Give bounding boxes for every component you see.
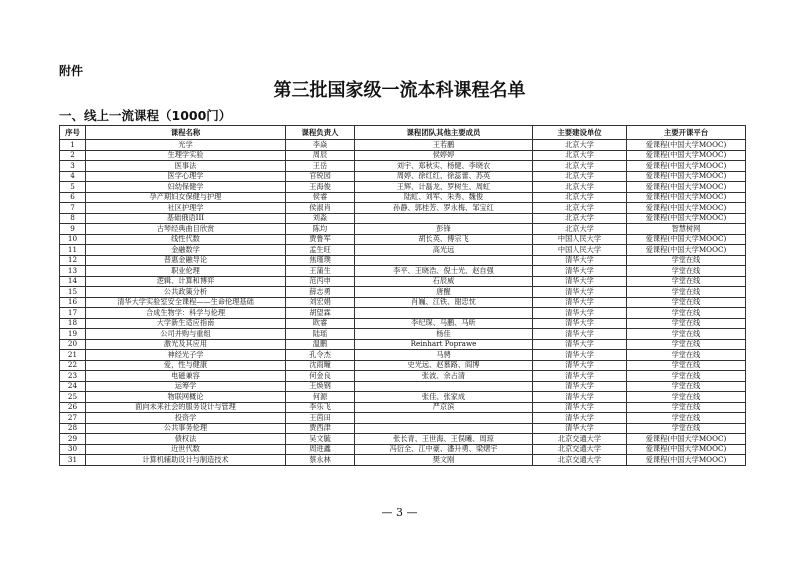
table-header-row xyxy=(60,126,746,140)
cell-seq: 29 xyxy=(60,434,86,445)
cell-team: Reinhart Poprawe xyxy=(355,339,533,350)
cell-unit: 北京交通大学 xyxy=(533,444,627,455)
cell-lead: 孟生旺 xyxy=(286,245,355,256)
cell-seq: 24 xyxy=(60,381,86,392)
cell-unit: 清华大学 xyxy=(533,402,627,413)
cell-seq: 21 xyxy=(60,350,86,361)
cell-seq: 6 xyxy=(60,192,86,203)
cell-unit: 北京交通大学 xyxy=(533,434,627,445)
cell-lead: 王岳 xyxy=(286,161,355,172)
cell-course-name: 运筹学 xyxy=(86,381,286,392)
header-platform: 主要开课平台 xyxy=(627,126,746,140)
cell-team: 冯衍全、江中豪、潘升勇、梁熠宇 xyxy=(355,444,533,455)
cell-team: 肖巍、江铁、谢忠忱 xyxy=(355,297,533,308)
cell-platform: 学堂在线 xyxy=(627,266,746,277)
table-row xyxy=(60,213,746,224)
cell-unit: 清华大学 xyxy=(533,329,627,340)
cell-course-name: 公共事务伦理 xyxy=(86,423,286,434)
table-row xyxy=(60,423,746,434)
table-row xyxy=(60,203,746,214)
table-row xyxy=(60,455,746,466)
cell-seq: 26 xyxy=(60,402,86,413)
cell-lead: 欧睿 xyxy=(286,318,355,329)
cell-team: 高光远 xyxy=(355,245,533,256)
cell-team xyxy=(355,213,533,224)
cell-platform: 学堂在线 xyxy=(627,360,746,371)
cell-team: 侯婷婷 xyxy=(355,150,533,161)
cell-seq: 27 xyxy=(60,413,86,424)
cell-seq: 13 xyxy=(60,266,86,277)
cell-platform: 爱课程(中国大学MOOC) xyxy=(627,192,746,203)
table-row xyxy=(60,329,746,340)
cell-platform: 爱课程(中国大学MOOC) xyxy=(627,150,746,161)
cell-lead: 陆瑶 xyxy=(286,329,355,340)
cell-team: 唐醒 xyxy=(355,287,533,298)
cell-seq: 20 xyxy=(60,339,86,350)
cell-unit: 北京大学 xyxy=(533,140,627,151)
table-row xyxy=(60,297,746,308)
cell-team: 杨佳 xyxy=(355,329,533,340)
cell-course-name: 医学心理学 xyxy=(86,171,286,182)
cell-lead: 薛志勇 xyxy=(286,287,355,298)
cell-seq: 17 xyxy=(60,308,86,319)
cell-team: 张佳、张家成 xyxy=(355,392,533,403)
cell-course-name: 神经光子学 xyxy=(86,350,286,361)
cell-lead: 何源 xyxy=(286,392,355,403)
cell-lead: 周辰 xyxy=(286,150,355,161)
cell-unit: 清华大学 xyxy=(533,287,627,298)
cell-lead: 侯睿 xyxy=(286,192,355,203)
cell-team: 严京滨 xyxy=(355,402,533,413)
cell-lead: 王茵田 xyxy=(286,413,355,424)
cell-seq: 14 xyxy=(60,276,86,287)
attachment-label: 附件 xyxy=(59,64,84,78)
cell-platform: 爱课程(中国大学MOOC) xyxy=(627,245,746,256)
table-row xyxy=(60,434,746,445)
cell-team: 樊文刚 xyxy=(355,455,533,466)
cell-unit: 清华大学 xyxy=(533,318,627,329)
cell-course-name: 医事法 xyxy=(86,161,286,172)
cell-seq: 22 xyxy=(60,360,86,371)
cell-unit: 清华大学 xyxy=(533,297,627,308)
table-row xyxy=(60,276,746,287)
cell-course-name: 爱，性与健康 xyxy=(86,360,286,371)
cell-course-name: 公共政策分析 xyxy=(86,287,286,298)
table-row xyxy=(60,350,746,361)
header-lead: 课程负责人 xyxy=(286,126,355,140)
cell-seq: 3 xyxy=(60,161,86,172)
cell-lead: 陈均 xyxy=(286,224,355,235)
cell-platform: 爱课程(中国大学MOOC) xyxy=(627,234,746,245)
cell-team: 王若鹏 xyxy=(355,140,533,151)
table-row xyxy=(60,255,746,266)
cell-lead: 王焕钢 xyxy=(286,381,355,392)
cell-course-name: 金融数学 xyxy=(86,245,286,256)
cell-course-name: 孕产期妇女保健与护理 xyxy=(86,192,286,203)
cell-seq: 18 xyxy=(60,318,86,329)
cell-unit: 清华大学 xyxy=(533,371,627,382)
table-row xyxy=(60,245,746,256)
cell-lead: 官锐园 xyxy=(286,171,355,182)
cell-lead: 贾鲁军 xyxy=(286,234,355,245)
cell-unit: 中国人民大学 xyxy=(533,245,627,256)
cell-platform: 爱课程(中国大学MOOC) xyxy=(627,213,746,224)
cell-team xyxy=(355,413,533,424)
cell-platform: 学堂在线 xyxy=(627,339,746,350)
table-row xyxy=(60,413,746,424)
cell-platform: 学堂在线 xyxy=(627,371,746,382)
table-row xyxy=(60,161,746,172)
cell-course-name: 职业伦理 xyxy=(86,266,286,277)
table-row xyxy=(60,402,746,413)
cell-seq: 15 xyxy=(60,287,86,298)
cell-course-name: 计算机辅助设计与制造技术 xyxy=(86,455,286,466)
cell-unit: 北京大学 xyxy=(533,203,627,214)
cell-seq: 4 xyxy=(60,171,86,182)
cell-platform: 学堂在线 xyxy=(627,392,746,403)
cell-seq: 7 xyxy=(60,203,86,214)
cell-seq: 5 xyxy=(60,182,86,193)
document-title: 第三批国家级一流本科课程名单 xyxy=(273,80,526,101)
cell-lead: 胡望霖 xyxy=(286,308,355,319)
page-number: — 3 — xyxy=(381,506,418,519)
cell-seq: 1 xyxy=(60,140,86,151)
cell-team xyxy=(355,255,533,266)
cell-course-name: 激光及其应用 xyxy=(86,339,286,350)
table-row xyxy=(60,339,746,350)
cell-team: 刘宇、郑秋实、杨健、李晓农 xyxy=(355,161,533,172)
header-course-name: 课程名称 xyxy=(86,126,286,140)
cell-platform: 学堂在线 xyxy=(627,297,746,308)
cell-unit: 清华大学 xyxy=(533,360,627,371)
cell-platform: 学堂在线 xyxy=(627,423,746,434)
cell-course-name: 生理学实验 xyxy=(86,150,286,161)
cell-team: 李纪琛、马鹏、马昕 xyxy=(355,318,533,329)
cell-course-name: 基础俄语III xyxy=(86,213,286,224)
cell-course-name: 债权法 xyxy=(86,434,286,445)
table-row xyxy=(60,224,746,235)
cell-team: 周婷、徐红红、徐蕊蕾、苏英 xyxy=(355,171,533,182)
cell-lead: 范丙申 xyxy=(286,276,355,287)
cell-course-name: 清华大学实验室安全课程——生命伦理基础 xyxy=(86,297,286,308)
cell-team: 石辰威 xyxy=(355,276,533,287)
cell-seq: 2 xyxy=(60,150,86,161)
cell-platform: 爱课程(中国大学MOOC) xyxy=(627,455,746,466)
header-unit: 主要建设单位 xyxy=(533,126,627,140)
table-row xyxy=(60,192,746,203)
cell-platform: 爱课程(中国大学MOOC) xyxy=(627,161,746,172)
table-row xyxy=(60,266,746,277)
cell-unit: 清华大学 xyxy=(533,350,627,361)
cell-unit: 清华大学 xyxy=(533,423,627,434)
cell-platform: 爱课程(中国大学MOOC) xyxy=(627,444,746,455)
cell-lead: 刘宏娟 xyxy=(286,297,355,308)
table-row xyxy=(60,381,746,392)
cell-course-name: 大学新生适应指南 xyxy=(86,318,286,329)
cell-seq: 11 xyxy=(60,245,86,256)
cell-unit: 北京大学 xyxy=(533,150,627,161)
cell-course-name: 物联网概论 xyxy=(86,392,286,403)
cell-course-name: 古琴经典曲目欣赏 xyxy=(86,224,286,235)
cell-seq: 28 xyxy=(60,423,86,434)
cell-unit: 清华大学 xyxy=(533,276,627,287)
cell-seq: 30 xyxy=(60,444,86,455)
cell-team xyxy=(355,423,533,434)
table-row xyxy=(60,308,746,319)
cell-seq: 16 xyxy=(60,297,86,308)
cell-seq: 19 xyxy=(60,329,86,340)
section-heading: 一、线上一流课程（1000门） xyxy=(59,108,232,123)
table-row xyxy=(60,182,746,193)
cell-course-name: 社区护理学 xyxy=(86,203,286,214)
cell-lead: 周进鑫 xyxy=(286,444,355,455)
table-row xyxy=(60,171,746,182)
cell-lead: 王海俊 xyxy=(286,182,355,193)
cell-platform: 学堂在线 xyxy=(627,276,746,287)
cell-lead: 焦瑾璞 xyxy=(286,255,355,266)
course-table xyxy=(59,125,746,466)
table-row xyxy=(60,287,746,298)
cell-unit: 清华大学 xyxy=(533,381,627,392)
cell-platform: 学堂在线 xyxy=(627,350,746,361)
cell-team: 张长青、王世海、王俣曦、周琼 xyxy=(355,434,533,445)
cell-platform: 学堂在线 xyxy=(627,287,746,298)
cell-team: 陆虹、刘军、朱秀、魏俊 xyxy=(355,192,533,203)
cell-lead: 刘淼 xyxy=(286,213,355,224)
cell-team: 马骋 xyxy=(355,350,533,361)
cell-team xyxy=(355,381,533,392)
cell-seq: 9 xyxy=(60,224,86,235)
cell-course-name: 投资学 xyxy=(86,413,286,424)
cell-unit: 北京大学 xyxy=(533,182,627,193)
cell-unit: 中国人民大学 xyxy=(533,234,627,245)
cell-lead: 孔令杰 xyxy=(286,350,355,361)
cell-course-name: 光学 xyxy=(86,140,286,151)
cell-seq: 12 xyxy=(60,255,86,266)
header-team: 课程团队其他主要成员 xyxy=(355,126,533,140)
cell-course-name: 近世代数 xyxy=(86,444,286,455)
cell-unit: 清华大学 xyxy=(533,339,627,350)
cell-seq: 10 xyxy=(60,234,86,245)
cell-platform: 学堂在线 xyxy=(627,381,746,392)
cell-platform: 爱课程(中国大学MOOC) xyxy=(627,140,746,151)
cell-unit: 北京交通大学 xyxy=(533,455,627,466)
cell-lead: 何金良 xyxy=(286,371,355,382)
cell-course-name: 妇幼保健学 xyxy=(86,182,286,193)
cell-unit: 清华大学 xyxy=(533,413,627,424)
cell-team: 张波、余占清 xyxy=(355,371,533,382)
cell-lead: 温鹏 xyxy=(286,339,355,350)
header-seq: 序号 xyxy=(60,126,86,140)
cell-seq: 25 xyxy=(60,392,86,403)
cell-unit: 北京大学 xyxy=(533,213,627,224)
cell-team: 彭锋 xyxy=(355,224,533,235)
table-row xyxy=(60,392,746,403)
cell-platform: 学堂在线 xyxy=(627,329,746,340)
table-row xyxy=(60,318,746,329)
table-row xyxy=(60,140,746,151)
table-row xyxy=(60,150,746,161)
cell-lead: 李乐飞 xyxy=(286,402,355,413)
cell-platform: 学堂在线 xyxy=(627,413,746,424)
table-row xyxy=(60,234,746,245)
cell-course-name: 逻辑、计算和博弈 xyxy=(86,276,286,287)
table-row xyxy=(60,444,746,455)
cell-unit: 北京大学 xyxy=(533,171,627,182)
cell-unit: 北京大学 xyxy=(533,224,627,235)
table-body xyxy=(60,140,746,466)
cell-lead: 沈雨疃 xyxy=(286,360,355,371)
cell-unit: 清华大学 xyxy=(533,255,627,266)
cell-platform: 爱课程(中国大学MOOC) xyxy=(627,171,746,182)
cell-unit: 北京大学 xyxy=(533,192,627,203)
cell-lead: 吴文毓 xyxy=(286,434,355,445)
cell-course-name: 线性代数 xyxy=(86,234,286,245)
cell-course-name: 普惠金融导论 xyxy=(86,255,286,266)
cell-team: 李平、王晓浩、倪士光、赵自强 xyxy=(355,266,533,277)
cell-platform: 爱课程(中国大学MOOC) xyxy=(627,182,746,193)
cell-course-name: 合成生物学：科学与伦理 xyxy=(86,308,286,319)
cell-platform: 学堂在线 xyxy=(627,255,746,266)
cell-unit: 北京大学 xyxy=(533,161,627,172)
cell-seq: 8 xyxy=(60,213,86,224)
cell-team xyxy=(355,308,533,319)
cell-platform: 爱课程(中国大学MOOC) xyxy=(627,434,746,445)
cell-platform: 智慧树网 xyxy=(627,224,746,235)
cell-platform: 爱课程(中国大学MOOC) xyxy=(627,203,746,214)
cell-platform: 学堂在线 xyxy=(627,402,746,413)
cell-lead: 贾西津 xyxy=(286,423,355,434)
cell-course-name: 面向未来社会的服务设计与管理 xyxy=(86,402,286,413)
cell-unit: 清华大学 xyxy=(533,308,627,319)
cell-lead: 王蒲生 xyxy=(286,266,355,277)
cell-unit: 清华大学 xyxy=(533,266,627,277)
cell-course-name: 电磁兼容 xyxy=(86,371,286,382)
cell-lead: 李焱 xyxy=(286,140,355,151)
cell-platform: 学堂在线 xyxy=(627,308,746,319)
cell-lead: 侯淑肖 xyxy=(286,203,355,214)
cell-seq: 31 xyxy=(60,455,86,466)
cell-seq: 23 xyxy=(60,371,86,382)
table-row xyxy=(60,360,746,371)
cell-team: 孙静、郭桂芳、罗永梅、邹宝红 xyxy=(355,203,533,214)
cell-lead: 蔡永林 xyxy=(286,455,355,466)
cell-course-name: 公司并购与重组 xyxy=(86,329,286,340)
cell-team: 胡长英、傅宗飞 xyxy=(355,234,533,245)
cell-team: 王辉、计磊龙、罗树生、周虹 xyxy=(355,182,533,193)
table-row xyxy=(60,371,746,382)
cell-unit: 清华大学 xyxy=(533,392,627,403)
cell-platform: 学堂在线 xyxy=(627,318,746,329)
cell-team: 史光远、赵慕路、阎博 xyxy=(355,360,533,371)
